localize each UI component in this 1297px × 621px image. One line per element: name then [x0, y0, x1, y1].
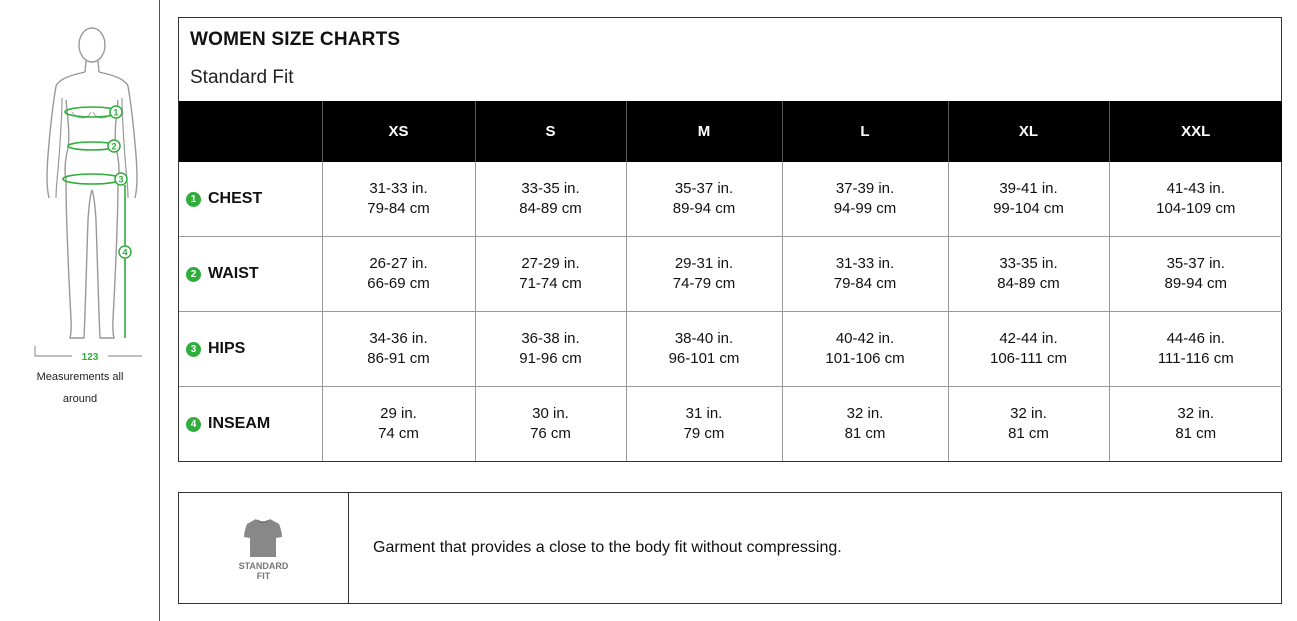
number-badge: 3 — [186, 342, 201, 357]
table-cell: 40-42 in. 101-106 cm — [782, 312, 948, 387]
table-cell: 38-40 in. 96-101 cm — [626, 312, 782, 387]
svg-text:1: 1 — [113, 107, 119, 118]
size-chart — [178, 17, 1282, 462]
table-cell: 35-37 in. 89-94 cm — [626, 162, 782, 237]
size-header-l: L — [782, 101, 948, 162]
size-table — [179, 101, 1282, 461]
table-cell: 26-27 in. 66-69 cm — [322, 237, 475, 312]
table-row-inseam — [179, 387, 1282, 462]
table-cell: 42-44 in. 106-111 cm — [948, 312, 1109, 387]
size-header-row — [179, 101, 1282, 162]
table-cell: 44-46 in. 111-116 cm — [1109, 312, 1282, 387]
fit-icon-cell — [179, 493, 349, 603]
svg-text:123: 123 — [81, 352, 99, 363]
measurement-label: WAIST — [208, 265, 259, 282]
svg-text:3: 3 — [118, 174, 124, 185]
size-header-xl: XL — [948, 101, 1109, 162]
measurement-guide-panel — [0, 0, 160, 621]
table-row-waist — [179, 237, 1282, 312]
table-cell: 30 in. 76 cm — [475, 387, 626, 462]
table-cell: 33-35 in. 84-89 cm — [948, 237, 1109, 312]
measurement-label: CHEST — [208, 190, 263, 207]
table-cell: 41-43 in. 104-109 cm — [1109, 162, 1282, 237]
measurement-label: INSEAM — [208, 415, 271, 432]
table-cell: 34-36 in. 86-91 cm — [322, 312, 475, 387]
table-cell: 39-41 in. 99-104 cm — [948, 162, 1109, 237]
measurements-note: Measurements all around — [36, 371, 124, 405]
measurement-label: HIPS — [208, 340, 246, 357]
table-cell: 27-29 in. 71-74 cm — [475, 237, 626, 312]
number-badge: 1 — [186, 192, 201, 207]
table-row-chest — [179, 162, 1282, 237]
table-row-hips — [179, 312, 1282, 387]
row-label-waist — [179, 237, 322, 312]
jersey-icon — [243, 517, 283, 559]
table-cell: 31-33 in. 79-84 cm — [782, 237, 948, 312]
chart-title: WOMEN SIZE CHARTS — [190, 29, 401, 50]
table-cell: 29-31 in. 74-79 cm — [626, 237, 782, 312]
number-badge: 4 — [186, 417, 201, 432]
size-header-xxl: XXL — [1109, 101, 1282, 162]
chart-subtitle: Standard Fit — [190, 67, 294, 88]
size-header-empty — [179, 101, 322, 162]
size-header-s: S — [475, 101, 626, 162]
row-label-inseam — [179, 387, 322, 462]
table-cell: 33-35 in. 84-89 cm — [475, 162, 626, 237]
fit-icon-label: STANDARD FIT — [238, 561, 289, 581]
svg-text:4: 4 — [122, 247, 128, 258]
row-label-chest — [179, 162, 322, 237]
table-cell: 32 in. 81 cm — [1109, 387, 1282, 462]
table-cell: 31-33 in. 79-84 cm — [322, 162, 475, 237]
table-cell: 32 in. 81 cm — [948, 387, 1109, 462]
table-cell: 32 in. 81 cm — [782, 387, 948, 462]
svg-text:2: 2 — [111, 141, 117, 152]
table-cell: 35-37 in. 89-94 cm — [1109, 237, 1282, 312]
table-cell: 29 in. 74 cm — [322, 387, 475, 462]
fit-description-text: Garment that provides a close to the body fit without compressing. — [373, 539, 842, 556]
table-cell: 31 in. 79 cm — [626, 387, 782, 462]
table-cell: 36-38 in. 91-96 cm — [475, 312, 626, 387]
size-header-m: M — [626, 101, 782, 162]
number-badge: 2 — [186, 267, 201, 282]
row-label-hips — [179, 312, 322, 387]
size-header-xs: XS — [322, 101, 475, 162]
fit-description-box — [178, 492, 1282, 604]
chart-header — [179, 18, 1281, 101]
body-measurement-figure-icon — [22, 20, 142, 365]
table-cell: 37-39 in. 94-99 cm — [782, 162, 948, 237]
